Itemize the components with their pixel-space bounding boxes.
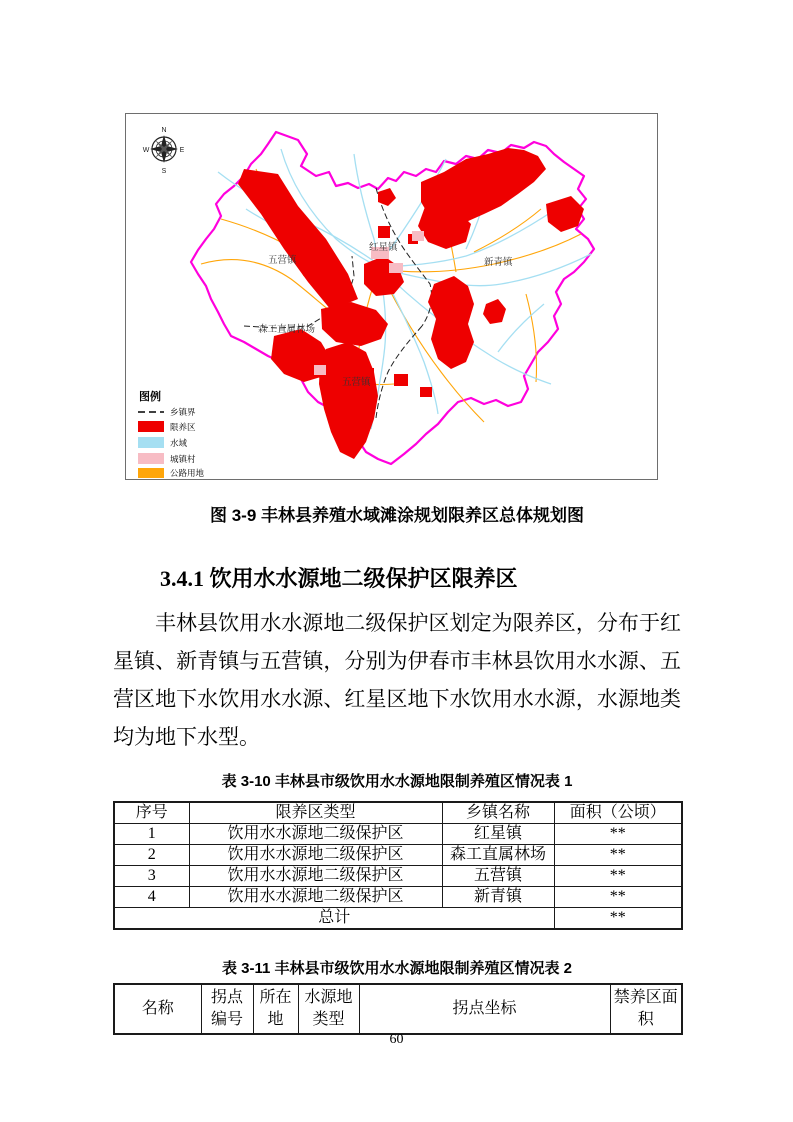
col-header-source-type: 水源地类型 bbox=[298, 984, 359, 1034]
page-number: 60 bbox=[389, 1032, 404, 1047]
color-swatch bbox=[138, 453, 164, 464]
county-map-svg bbox=[126, 114, 657, 479]
col-header-index: 序号 bbox=[114, 802, 189, 824]
coordinates-table bbox=[113, 983, 683, 1035]
compass-w-label: W bbox=[142, 147, 150, 154]
total-label-cell: 总计 bbox=[114, 908, 554, 930]
section-heading: 3.4.1 饮用水水源地二级保护区限养区 bbox=[160, 566, 518, 591]
body-paragraph: 丰林县饮用水水源地二级保护区划定为限养区，分布于红星镇、新青镇与五营镇，分别为伊春市丰林县饮用水水源、五营区地下水饮用水水源、红星区地下水饮用水水源，水源地类均为地下水型。 bbox=[113, 611, 681, 749]
cell-township: 新青镇 bbox=[442, 887, 554, 908]
col-header-coordinates: 拐点坐标 bbox=[359, 984, 610, 1034]
map-legend bbox=[138, 389, 205, 478]
figure-caption: 图 3-9 丰林县养殖水域滩涂规划限养区总体规划图 bbox=[209, 506, 585, 525]
map-label-hongxing: 红星镇 bbox=[369, 242, 398, 253]
cell-township: 五营镇 bbox=[442, 866, 554, 887]
table1-caption: 表 3-10 丰林县市级饮用水水源地限制养殖区情况表 1 bbox=[221, 773, 573, 790]
cell-area: ** bbox=[554, 866, 682, 887]
table2-caption: 表 3-11 丰林县市级饮用水水源地限制养殖区情况表 2 bbox=[221, 960, 573, 977]
cell-township: 红星镇 bbox=[442, 824, 554, 845]
legend-item-label: 限养区 bbox=[170, 422, 196, 432]
legend-item-town-village bbox=[138, 453, 196, 464]
color-swatch bbox=[138, 437, 164, 448]
map-label-wuying-south: 五营镇 bbox=[342, 377, 371, 388]
table-total-row bbox=[114, 908, 682, 930]
legend-item-water bbox=[138, 437, 188, 448]
compass-e-label: E bbox=[179, 147, 185, 154]
col-header-name: 名称 bbox=[114, 984, 201, 1034]
color-swatch bbox=[138, 468, 164, 478]
map-label-wuying-north: 五营镇 bbox=[268, 255, 297, 266]
legend-item-township-boundary bbox=[138, 407, 196, 417]
table-header-row bbox=[114, 802, 682, 824]
col-header-area: 面积（公顷） bbox=[554, 802, 682, 824]
legend-item-label: 水域 bbox=[170, 438, 188, 448]
table-row bbox=[114, 887, 682, 908]
map-label-xinqing: 新青镇 bbox=[484, 257, 513, 268]
color-swatch bbox=[138, 421, 164, 432]
legend-item-label: 公路用地 bbox=[170, 468, 205, 478]
compass-n-label: N bbox=[161, 127, 167, 134]
cell-area: ** bbox=[554, 887, 682, 908]
cell-area: ** bbox=[554, 845, 682, 866]
legend-item-label: 城镇村 bbox=[170, 454, 196, 464]
col-header-township: 乡镇名称 bbox=[442, 802, 554, 824]
cell-township: 森工直属林场 bbox=[442, 845, 554, 866]
col-header-forbidden-area: 禁养区面积 bbox=[610, 984, 682, 1034]
col-header-location: 所在地 bbox=[253, 984, 298, 1034]
cell-index: 4 bbox=[114, 887, 189, 908]
cell-index: 3 bbox=[114, 866, 189, 887]
legend-item-label: 乡镇界 bbox=[170, 407, 196, 417]
table-row bbox=[114, 824, 682, 845]
legend-title: 图例 bbox=[139, 391, 161, 403]
legend-item-road-land bbox=[138, 468, 205, 478]
compass-icon bbox=[143, 127, 185, 175]
col-header-zone-type: 限养区类型 bbox=[189, 802, 442, 824]
legend-item-restricted-zone bbox=[138, 421, 196, 432]
cell-area: ** bbox=[554, 824, 682, 845]
cell-zone-type: 饮用水水源地二级保护区 bbox=[189, 887, 442, 908]
table-header-row bbox=[114, 984, 682, 1034]
col-header-point-no: 拐点编号 bbox=[201, 984, 253, 1034]
map-label-senggong: 森工直属林场 bbox=[258, 324, 316, 335]
planning-map-figure bbox=[125, 113, 658, 480]
compass-s-label: S bbox=[161, 168, 167, 175]
cell-zone-type: 饮用水水源地二级保护区 bbox=[189, 866, 442, 887]
table-row bbox=[114, 866, 682, 887]
cell-zone-type: 饮用水水源地二级保护区 bbox=[189, 845, 442, 866]
table-row bbox=[114, 845, 682, 866]
total-value-cell: ** bbox=[554, 908, 682, 930]
cell-index: 2 bbox=[114, 845, 189, 866]
cell-index: 1 bbox=[114, 824, 189, 845]
cell-zone-type: 饮用水水源地二级保护区 bbox=[189, 824, 442, 845]
restriction-zone-table bbox=[113, 801, 683, 930]
